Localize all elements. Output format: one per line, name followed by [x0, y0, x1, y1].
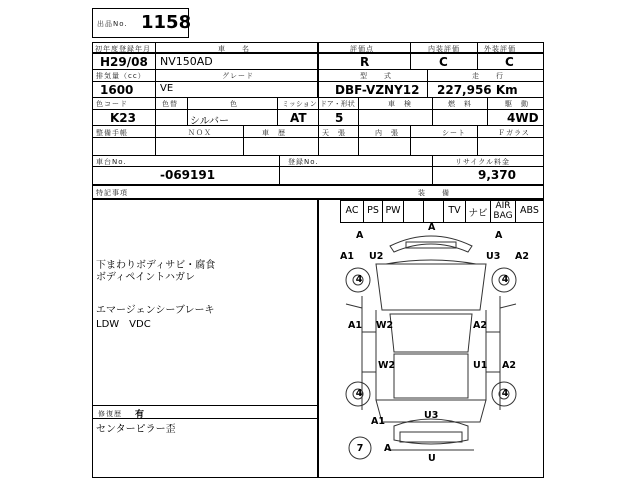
exterior-label: 外装評価 — [484, 45, 516, 53]
mission-label: ミッション — [282, 100, 317, 108]
interior-value: C — [439, 55, 448, 69]
equip-abs: ABS — [520, 205, 539, 216]
seat-label: シート — [442, 129, 466, 137]
dmg-u-rear: U — [428, 453, 436, 464]
color-code-label: 色コード — [96, 100, 128, 108]
equipment-label: 装 備 — [418, 189, 450, 197]
color-change-label: 色替 — [162, 100, 178, 108]
equip-ps: PS — [367, 205, 379, 216]
dmg-u1-right: U1 — [473, 360, 488, 371]
capacity-label: 車 検 — [388, 100, 412, 108]
chassis-label: 車台No. — [96, 158, 127, 166]
inside-label: 内 張 — [375, 129, 399, 137]
dmg-u3-rear: U3 — [424, 410, 439, 421]
dmg-front-center: A — [428, 222, 436, 233]
equip-tv: TV — [448, 205, 461, 216]
nox-label: ＮＯＸ — [188, 129, 212, 137]
repair-value: 有 — [135, 410, 145, 420]
reg-label: 登録No. — [288, 158, 319, 166]
dmg-a1-rear: A1 — [371, 416, 385, 427]
dmg-w2-rear-left: W2 — [378, 360, 396, 371]
cc-value: 1600 — [100, 83, 134, 97]
dmg-u2-fl: U2 — [369, 251, 384, 262]
lot-number: 1158 — [141, 12, 192, 33]
remark-line: 下まわりボディサビ・腐食 — [96, 260, 216, 271]
mission-value: AT — [290, 111, 307, 125]
equip-ac: AC — [345, 205, 359, 216]
tire-rl: 4 — [355, 388, 363, 399]
color-value: シルバー — [190, 116, 230, 127]
dmg-a2-fr: A2 — [515, 251, 529, 262]
score-value: R — [360, 55, 370, 69]
fuel-label: 燃 料 — [448, 100, 472, 108]
history-label: 車 歴 — [262, 129, 286, 137]
equip-navi: ナビ — [468, 208, 488, 219]
model-label: 車 名 — [218, 45, 250, 53]
door-label: ドア・形状 — [320, 100, 355, 108]
manual-label: 整備手帳 — [96, 129, 128, 137]
mileage-value: 227,956 Km — [437, 83, 518, 97]
year-label: 初年度登録年月 — [95, 45, 151, 53]
color-label: 色 — [230, 100, 238, 108]
chassis-value: -069191 — [160, 168, 216, 182]
remarks-label: 特記事項 — [96, 189, 128, 197]
mileage-label: 走 行 — [472, 72, 504, 80]
dmg-a1-left: A1 — [348, 320, 362, 331]
dmg-a2-right: A2 — [473, 320, 487, 331]
remark-line: ボディペイントハガレ — [96, 272, 195, 283]
recycle-value: 9,370 — [478, 168, 516, 182]
tire-fl: 4 — [355, 274, 363, 285]
dmg-u3-fr: U3 — [486, 251, 501, 262]
drive-value: 4WD — [507, 111, 539, 125]
model-value: NV150AD — [160, 55, 213, 68]
tire-rr: 4 — [501, 388, 509, 399]
interior-label: 内装評価 — [428, 45, 460, 53]
equip-pw: PW — [385, 205, 401, 216]
dmg-w2-left: W2 — [376, 320, 394, 331]
remark-line: エマージェンシーブレーキ — [96, 305, 215, 316]
dmg-a1-fl: A1 — [340, 251, 354, 262]
dmg-front-left: A — [356, 230, 364, 241]
sunroof-label: 天 張 — [322, 129, 346, 137]
spare-tire: 7 — [356, 443, 364, 454]
lot-label: 出品No. — [97, 20, 128, 28]
glass-label: Ｆガラス — [498, 129, 530, 137]
grade-value: VE — [160, 83, 174, 94]
cc-label: 排気量（cc） — [96, 72, 146, 80]
lot-box — [92, 8, 192, 38]
score-label: 評価点 — [350, 45, 374, 53]
dmg-a-rear: A — [384, 443, 392, 454]
recycle-label: リサイクル料金 — [455, 158, 511, 166]
type-value: DBF-VZNY12 — [335, 83, 420, 97]
type-label: 型 式 — [360, 72, 392, 80]
equip-airbag: AIR BAG — [493, 201, 513, 221]
dmg-a2-rear-right: A2 — [502, 360, 516, 371]
repair-note: センターピラー歪 — [96, 424, 176, 435]
exterior-value: C — [505, 55, 514, 69]
repair-label: 修復歴 — [98, 410, 122, 418]
remark-line: LDW VDC — [96, 319, 151, 330]
dmg-front-right: A — [495, 230, 503, 241]
doors-value: 5 — [335, 111, 344, 125]
color-code-value: K23 — [110, 111, 136, 125]
tire-fr: 4 — [501, 274, 509, 285]
drive-label: 駆 動 — [505, 100, 529, 108]
grade-label: グレード — [222, 72, 254, 80]
year-value: H29/08 — [100, 55, 148, 69]
